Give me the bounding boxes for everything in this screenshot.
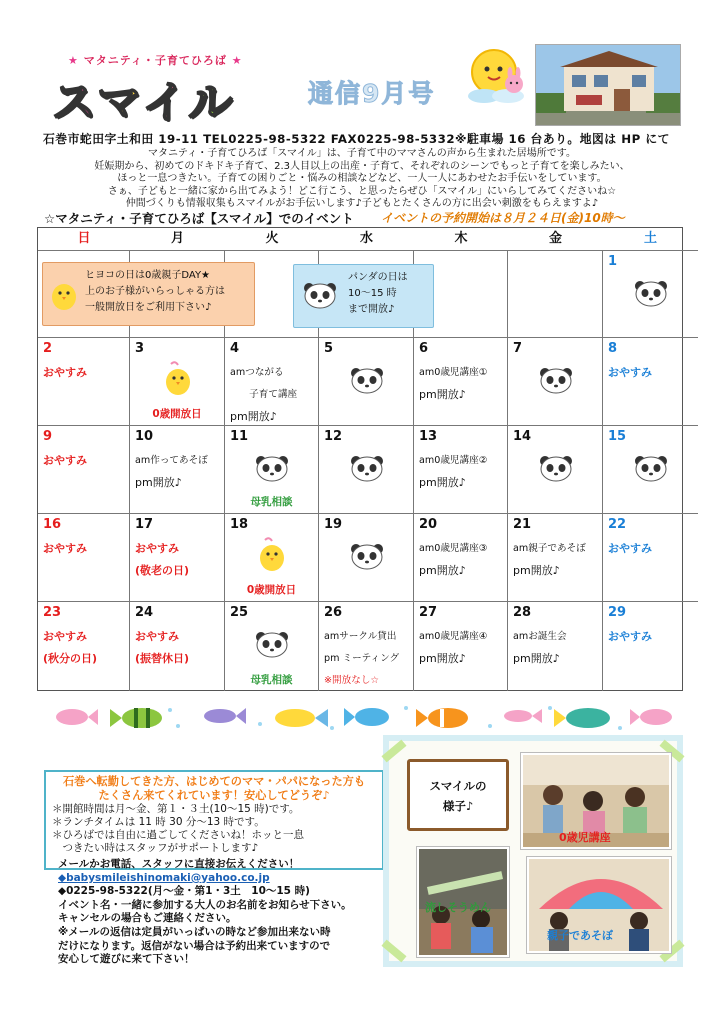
day-schedule bbox=[419, 450, 504, 494]
fish-icon bbox=[630, 709, 672, 725]
calendar-day-cell bbox=[319, 601, 414, 691]
day-schedule bbox=[135, 538, 221, 582]
intro-line: マタニティ・子育てひろば「スマイル」は、子育て中のママさんの声から生まれた居場所です。 bbox=[148, 148, 576, 159]
schedule-line: amお誕生会 bbox=[513, 631, 567, 642]
schedule-line: おやすみ bbox=[43, 366, 87, 379]
day-schedule bbox=[419, 626, 504, 670]
day-number: 17 bbox=[135, 517, 154, 532]
welcome-box bbox=[44, 770, 384, 870]
day-schedule bbox=[419, 538, 504, 582]
schedule-line: pm開放♪ bbox=[513, 652, 560, 665]
star-icon: ★ bbox=[231, 54, 243, 67]
schedule-line: amサークル貸出 bbox=[324, 631, 397, 642]
contact-phone: ◆0225-98-5322(月～金・第1・3土 10～15 時) bbox=[58, 885, 310, 898]
day-schedule bbox=[608, 538, 695, 560]
schedule-line: 子育て講座 bbox=[230, 389, 298, 400]
schedule-line: おやすみ bbox=[608, 366, 652, 379]
schedule-line: おやすみ bbox=[608, 630, 652, 643]
schedule-line: (敬老の日) bbox=[135, 564, 190, 577]
calendar-day-cell bbox=[130, 513, 225, 601]
calendar-day-cell bbox=[603, 601, 698, 691]
schedule-line: おやすみ bbox=[135, 542, 179, 555]
panda-icon bbox=[538, 366, 574, 398]
day-number: 20 bbox=[419, 517, 438, 532]
day-number: 15 bbox=[608, 429, 627, 444]
schedule-line: am0歳児講座④ bbox=[419, 631, 488, 642]
panda-icon bbox=[349, 366, 385, 398]
day-number: 26 bbox=[324, 605, 343, 620]
notice-panda-line: まで開放♪ bbox=[348, 304, 395, 315]
calendar-day-cell bbox=[414, 601, 508, 691]
calendar-day-cell bbox=[508, 250, 603, 337]
schedule-line: pm開放♪ bbox=[513, 564, 560, 577]
day-number: 8 bbox=[608, 341, 618, 356]
header bbox=[0, 0, 724, 130]
fish-icon bbox=[275, 709, 328, 727]
tape-decoration bbox=[381, 940, 406, 963]
schedule-line: おやすみ bbox=[43, 454, 87, 467]
calendar-day-cell bbox=[508, 513, 603, 601]
welcome-title-line: たくさん来てくれています！安心してどうぞ♪ bbox=[98, 789, 330, 802]
day-schedule bbox=[513, 626, 599, 670]
fish-icon bbox=[110, 708, 162, 728]
schedule-line: pm開放♪ bbox=[419, 388, 466, 401]
chick-icon bbox=[257, 536, 287, 578]
contact-note: キャンセルの場合もご連絡ください。 bbox=[58, 912, 237, 925]
intro-line: さぁ、子どもと一緒に家から出てみよう！どこ行こう、と思ったらぜひ「スマイル」にいらしてみてくださいね☆ bbox=[107, 185, 617, 197]
day-number: 5 bbox=[324, 341, 334, 356]
calendar-day-cell bbox=[414, 425, 508, 513]
calendar-day-cell bbox=[130, 337, 225, 425]
day-note: 0歳開放日 bbox=[246, 584, 297, 596]
weekday-header: 火 bbox=[265, 231, 279, 246]
notice-panda-day bbox=[293, 264, 434, 328]
calendar-day-cell bbox=[508, 425, 603, 513]
calendar-day-cell bbox=[130, 425, 225, 513]
weekday-header: 水 bbox=[359, 231, 373, 246]
welcome-line: ＊ランチタイムは 11 時 30 分～13 時です。 bbox=[52, 816, 265, 828]
notice-chick-line: 上のお子様がいらっしゃる方は bbox=[85, 286, 225, 297]
contact-note: だけになります。返信がない場合は予約出来ていますので bbox=[58, 939, 331, 952]
day-number: 22 bbox=[608, 517, 627, 532]
day-number: 24 bbox=[135, 605, 154, 620]
fish-icon bbox=[554, 708, 610, 728]
day-number: 19 bbox=[324, 517, 343, 532]
calendar-day-cell bbox=[225, 601, 319, 691]
day-schedule bbox=[324, 626, 410, 692]
contact-lead: メールかお電話、スタッフに直接お伝えください！ bbox=[58, 858, 300, 870]
sign-line: 様子♪ bbox=[442, 799, 474, 813]
issue-title: 通信9月号 bbox=[308, 79, 436, 108]
day-number: 6 bbox=[419, 341, 429, 356]
day-number: 12 bbox=[324, 429, 343, 444]
contact-note: イベント名・一緒に参加する大人のお名前をお知らせ下さい。 bbox=[58, 898, 352, 911]
schedule-line: pm ミーティング bbox=[324, 653, 400, 664]
schedule-line: おやすみ bbox=[43, 542, 87, 555]
calendar-day-cell bbox=[508, 337, 603, 425]
schedule-line: pm開放♪ bbox=[419, 476, 466, 489]
welcome-line: ＊開館時間は月～金、第１・３土(10～15 時)です。 bbox=[52, 803, 300, 815]
star-icon: ★ bbox=[68, 54, 79, 67]
schedule-line: (振替休日) bbox=[135, 652, 190, 665]
brand-subtitle-text: マタニティ・子育てひろば bbox=[83, 54, 227, 67]
schedule-line: am0歳児講座② bbox=[419, 455, 488, 466]
calendar-day-cell bbox=[38, 513, 130, 601]
calendar-day-cell bbox=[603, 425, 698, 513]
schedule-line: pm開放♪ bbox=[230, 410, 277, 423]
calendar-day-cell bbox=[225, 513, 319, 601]
calendar-day-cell bbox=[319, 425, 414, 513]
photo-board bbox=[383, 735, 683, 967]
contact-info bbox=[58, 858, 388, 967]
day-number: 9 bbox=[43, 429, 53, 444]
panda-icon bbox=[302, 281, 338, 309]
day-schedule bbox=[43, 538, 126, 560]
day-number: 28 bbox=[513, 605, 532, 620]
calendar-day-cell bbox=[38, 425, 130, 513]
fish-icon bbox=[344, 708, 389, 726]
panda-icon bbox=[349, 454, 385, 486]
panda-icon bbox=[349, 542, 385, 574]
calendar-day-cell bbox=[603, 337, 698, 425]
schedule-line: (秋分の日) bbox=[43, 652, 98, 665]
day-number: 7 bbox=[513, 341, 523, 356]
calendar-day-cell bbox=[319, 513, 414, 601]
chick-icon bbox=[163, 360, 193, 402]
calendar-day-cell bbox=[130, 601, 225, 691]
welcome-title bbox=[52, 775, 376, 803]
calendar-day-cell bbox=[508, 601, 603, 691]
calendar-day-cell bbox=[319, 337, 414, 425]
day-schedule bbox=[608, 626, 695, 648]
contact-note: ※メールの返信は定員がいっぱいの時など参加出来ない時 bbox=[58, 925, 331, 938]
day-note: 0歳開放日 bbox=[152, 408, 202, 420]
contact-email-link[interactable]: ◆babysmileishinomaki@yahoo.co.jp bbox=[58, 871, 270, 884]
welcome-line: つきたい時はスタッフがサポートします♪ bbox=[52, 842, 259, 854]
day-number: 16 bbox=[43, 517, 62, 532]
schedule-line: am0歳児講座① bbox=[419, 367, 488, 378]
day-schedule bbox=[230, 362, 315, 428]
intro-line: 妊娠期から、初めてのドキドキ子育て、2.3人目以上の出産・子育て、それぞれのシーンでもっと子育てを楽しみたい、 bbox=[94, 160, 630, 172]
panda-icon bbox=[254, 454, 290, 486]
photo-caption: 流しそうめん bbox=[425, 901, 491, 914]
schedule-line: pm開放♪ bbox=[135, 476, 182, 489]
facility-photo bbox=[535, 44, 681, 126]
day-number: 29 bbox=[608, 605, 627, 620]
panda-icon bbox=[633, 279, 669, 311]
schedule-line: おやすみ bbox=[135, 630, 179, 643]
panda-icon bbox=[633, 454, 669, 486]
welcome-title-line: 石巻へ転勤してきた方、はじめてのママ・パパになった方も bbox=[62, 775, 366, 788]
day-number: 27 bbox=[419, 605, 438, 620]
weekday-header: 土 bbox=[643, 231, 657, 246]
events-heading: ☆マタニティ・子育てひろば【スマイル】でのイベント bbox=[44, 211, 354, 226]
brand-char: ル bbox=[188, 77, 235, 128]
calendar-day-cell bbox=[603, 513, 698, 601]
day-schedule bbox=[135, 450, 221, 494]
day-schedule bbox=[43, 362, 126, 384]
chick-icon bbox=[49, 275, 79, 313]
fish-icon bbox=[416, 708, 468, 728]
schedule-line: おやすみ bbox=[608, 542, 652, 555]
brand-char: ス bbox=[52, 77, 98, 128]
contact-note: 安心して遊びに来て下さい！ bbox=[58, 953, 195, 966]
weekday-header: 日 bbox=[77, 231, 91, 246]
weekday-header: 木 bbox=[454, 231, 468, 246]
day-number: 10 bbox=[135, 429, 154, 444]
fish-icon bbox=[204, 708, 246, 724]
day-number: 4 bbox=[230, 341, 240, 356]
schedule-line: am0歳児講座③ bbox=[419, 543, 488, 554]
schedule-line: am親子であそぼ bbox=[513, 543, 586, 554]
fish-icon bbox=[56, 709, 98, 725]
welcome-line: ＊ひろばでは自由に過ごしてくださいね！ホッと一息 bbox=[52, 829, 304, 841]
schedule-line: おやすみ bbox=[43, 630, 87, 643]
day-number: 14 bbox=[513, 429, 532, 444]
day-number: 3 bbox=[135, 341, 145, 356]
day-number: 13 bbox=[419, 429, 438, 444]
schedule-line: amつながる bbox=[230, 367, 284, 378]
notice-panda-line: パンダの日は bbox=[348, 272, 408, 283]
notice-chick-line: 一般開放日をご利用下さい♪ bbox=[85, 302, 212, 313]
day-number: 18 bbox=[230, 517, 249, 532]
schedule-line: am作ってあそぼ bbox=[135, 455, 208, 466]
calendar-day-cell bbox=[603, 250, 698, 337]
day-schedule bbox=[419, 362, 504, 406]
day-schedule bbox=[513, 538, 599, 582]
fish-decoration bbox=[50, 700, 680, 734]
intro-text bbox=[30, 148, 694, 211]
calendar-day-cell bbox=[414, 337, 508, 425]
day-number: 1 bbox=[608, 254, 618, 269]
brand-logo bbox=[52, 66, 234, 130]
fish-icon bbox=[504, 709, 542, 723]
day-schedule bbox=[135, 626, 221, 670]
schedule-line: pm開放♪ bbox=[419, 564, 466, 577]
tape-decoration bbox=[381, 740, 406, 763]
panda-icon bbox=[254, 630, 290, 662]
event-calendar bbox=[37, 227, 683, 691]
day-number: 23 bbox=[43, 605, 62, 620]
day-schedule bbox=[608, 362, 695, 384]
calendar-day-cell bbox=[414, 513, 508, 601]
weekday-header: 金 bbox=[548, 231, 562, 246]
day-note: 母乳相談 bbox=[250, 496, 293, 508]
intro-line: 仲間づくりも情報収集もスマイルがお手伝いします♪子どもとたくさんの方に出会い刺激をもらえますよ♪ bbox=[125, 198, 599, 209]
day-schedule bbox=[43, 626, 126, 670]
day-number: 11 bbox=[230, 429, 249, 444]
day-number: 21 bbox=[513, 517, 532, 532]
sign-line: スマイルの bbox=[429, 779, 487, 793]
brand-char: マ bbox=[97, 77, 143, 128]
weekday-header: 月 bbox=[170, 231, 184, 246]
calendar-day-cell bbox=[225, 425, 319, 513]
day-number: 25 bbox=[230, 605, 249, 620]
day-note: 母乳相談 bbox=[250, 674, 293, 686]
sun-character-icon bbox=[462, 44, 532, 110]
intro-line: ほっと一息つきたい。子育ての困りごと・悩みの相談などなど、一人一人にあわせたお手伝いをしています。 bbox=[117, 173, 607, 184]
reservation-note: イベントの予約開始は８月２４日(金)10時～ bbox=[381, 211, 625, 225]
calendar-day-cell bbox=[38, 337, 130, 425]
address-line: 石巻市蛇田字土和田 19-11 TEL0225-98-5322 FAX0225-98-5332※駐車場 16 台あり。地図は HP にて bbox=[43, 132, 670, 146]
photo-caption: 親子であそぼ bbox=[547, 929, 613, 942]
calendar-day-cell bbox=[38, 601, 130, 691]
panda-icon bbox=[538, 454, 574, 486]
schedule-line: ※開放なし☆ bbox=[324, 675, 380, 686]
notice-chick-day bbox=[42, 262, 255, 326]
schedule-line: pm開放♪ bbox=[419, 652, 466, 665]
notice-chick-line: ヒヨコの日は0歳親子DAY★ bbox=[85, 270, 211, 281]
brand-char: イ bbox=[142, 77, 189, 128]
notice-panda-line: 10～15 時 bbox=[348, 288, 397, 299]
photo-caption: 0歳児講座 bbox=[559, 831, 611, 844]
day-number: 2 bbox=[43, 341, 53, 356]
calendar-day-cell bbox=[225, 337, 319, 425]
day-schedule bbox=[43, 450, 126, 472]
photo-board-sign bbox=[407, 759, 509, 831]
